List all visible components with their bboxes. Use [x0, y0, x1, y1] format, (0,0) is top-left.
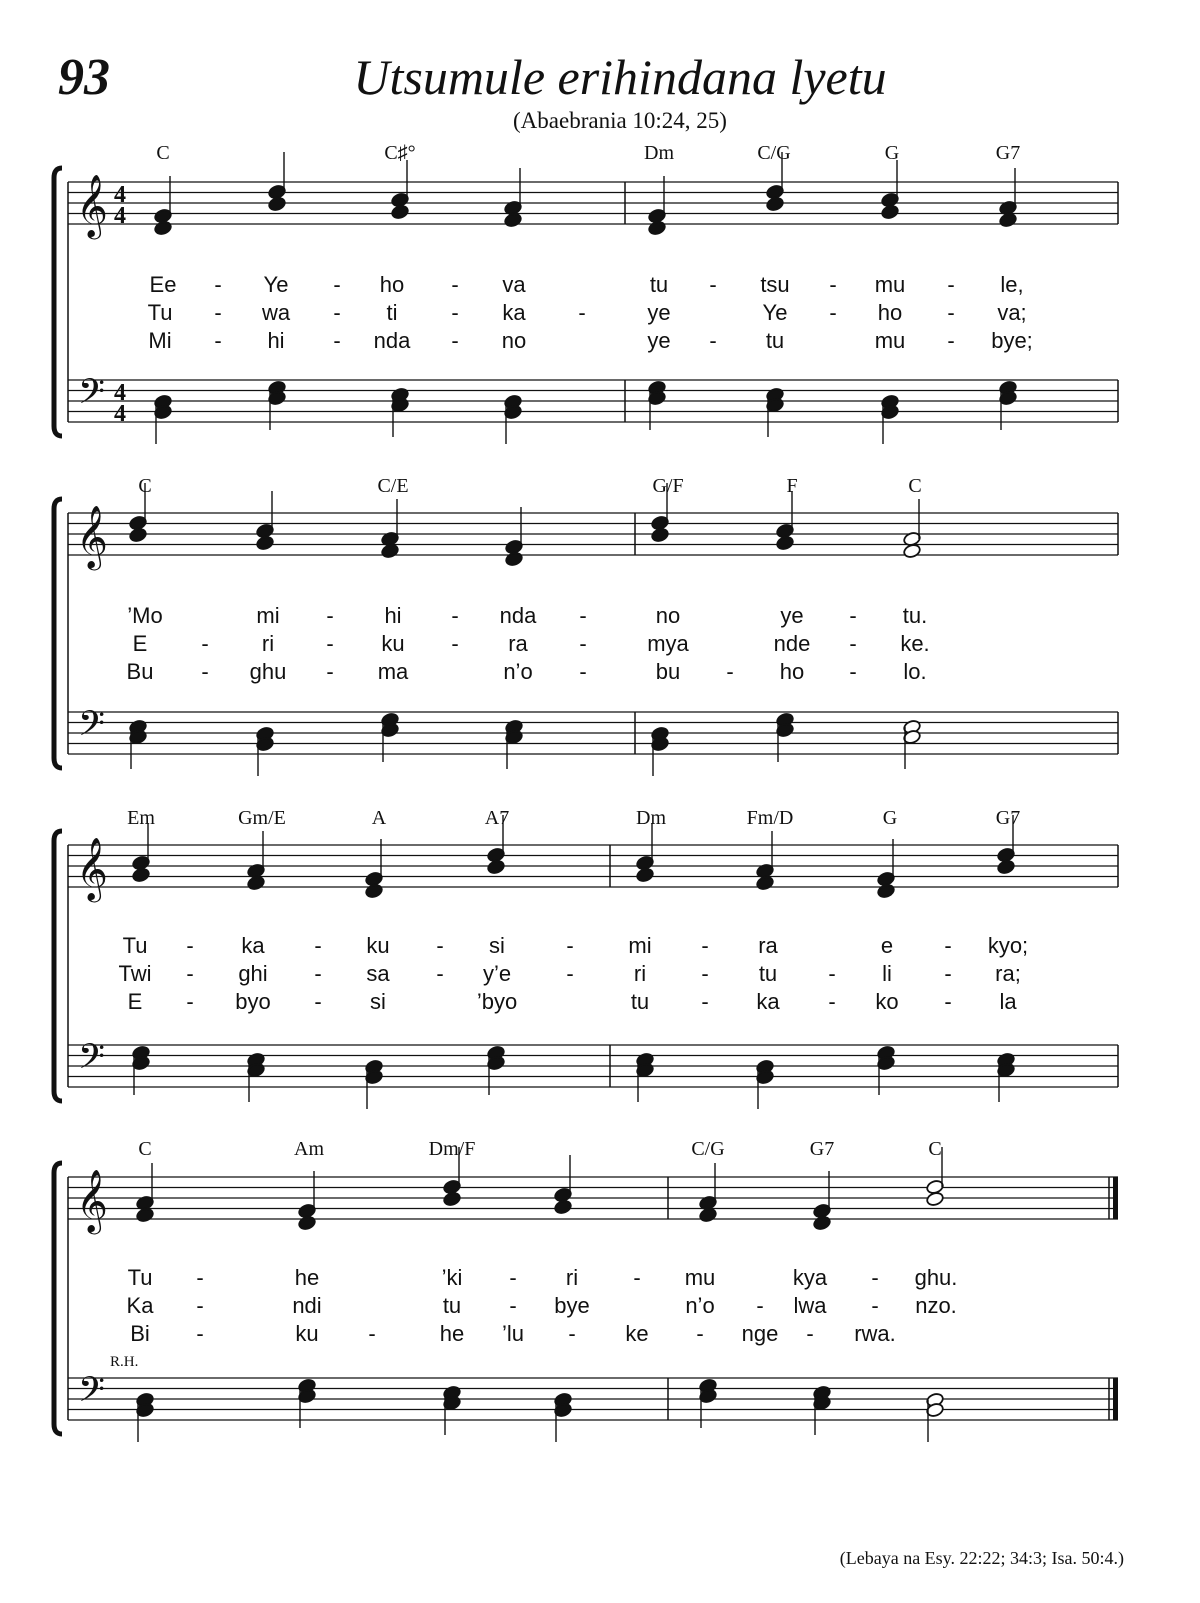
treble-note: [756, 875, 775, 891]
lyric-syllable: ra: [508, 631, 528, 656]
lyric-syllable: bu: [655, 659, 681, 684]
treble-note: [699, 1207, 718, 1223]
treble-note: [136, 1207, 155, 1223]
chord-symbol: C: [138, 1138, 152, 1160]
chord-symbol: G: [882, 807, 898, 829]
lyric-hyphen: -: [436, 933, 444, 958]
lyric-syllable: ye: [780, 603, 804, 628]
treble-note: [132, 867, 151, 883]
lyric-syllable: nde: [773, 631, 811, 656]
lyric-hyphen: -: [326, 659, 334, 684]
lyric-syllable: le,: [1000, 272, 1024, 297]
lyric-syllable: ri: [261, 631, 275, 656]
lyric-syllable: ke: [625, 1321, 649, 1346]
lyric-syllable: hi: [267, 328, 285, 353]
lyric-hyphen: -: [214, 328, 222, 353]
lyric-hyphen: -: [849, 631, 857, 656]
treble-note: [926, 1191, 945, 1207]
lyric-syllable: ku: [295, 1321, 319, 1346]
lyric-syllable: Mi: [148, 328, 172, 353]
treble-note: [381, 543, 400, 559]
lyric-hyphen: -: [314, 961, 322, 986]
system-bracket: [54, 831, 62, 1101]
lyric-hyphen: -: [201, 631, 209, 656]
treble-note: [997, 859, 1016, 875]
lyric-hyphen: -: [451, 631, 459, 656]
treble-note: [651, 527, 670, 543]
system-bracket: [54, 168, 62, 436]
chord-symbol: A: [371, 807, 387, 829]
lyric-hyphen: -: [186, 989, 194, 1014]
lyric-syllable: ri: [633, 961, 647, 986]
lyric-syllable: nda: [373, 328, 411, 353]
lyric-hyphen: -: [568, 1321, 576, 1346]
lyric-syllable: si: [370, 989, 386, 1014]
chord-symbol: Dm/F: [428, 1138, 476, 1160]
lyric-syllable: ghu: [249, 659, 287, 684]
lyric-hyphen: -: [701, 933, 709, 958]
lyric-hyphen: -: [944, 989, 952, 1014]
treble-note: [129, 527, 148, 543]
lyric-syllable: mya: [647, 631, 689, 656]
lyric-hyphen: -: [326, 631, 334, 656]
chord-symbol: G/F: [652, 475, 684, 497]
chord-symbol: G7: [995, 807, 1021, 829]
lyric-syllable: Bi: [130, 1321, 150, 1346]
lyric-syllable: ho: [779, 659, 805, 684]
bass-clef: 𝄢: [78, 1036, 106, 1085]
lyric-hyphen: -: [214, 272, 222, 297]
lyric-syllable: ti: [386, 300, 398, 325]
lyric-hyphen: -: [201, 659, 209, 684]
lyric-syllable: kya: [792, 1265, 828, 1290]
time-signature: 4: [114, 401, 126, 427]
lyric-syllable: Bu: [126, 659, 154, 684]
lyric-syllable: he: [439, 1321, 465, 1346]
lyric-syllable: ra;: [995, 961, 1021, 986]
rh-mark: R.H.: [110, 1354, 139, 1370]
lyric-hyphen: -: [579, 659, 587, 684]
final-barline: [1113, 1177, 1118, 1219]
lyric-syllable: ’ki: [441, 1265, 463, 1290]
lyric-syllable: Ye: [263, 272, 289, 297]
lyric-hyphen: -: [368, 1321, 376, 1346]
lyric-syllable: mu: [874, 328, 906, 353]
chord-symbol: Dm: [644, 142, 674, 164]
lyric-syllable: mu: [684, 1265, 716, 1290]
lyric-syllable: sa: [366, 961, 390, 986]
lyric-hyphen: -: [186, 961, 194, 986]
lyric-syllable: ho: [379, 272, 405, 297]
lyric-hyphen: -: [701, 989, 709, 1014]
lyric-hyphen: -: [314, 933, 322, 958]
lyric-syllable: ’byo: [476, 989, 518, 1014]
lyric-syllable: ’Mo: [127, 603, 163, 628]
lyric-hyphen: -: [849, 603, 857, 628]
lyric-hyphen: -: [871, 1265, 879, 1290]
lyric-hyphen: -: [566, 961, 574, 986]
treble-note: [877, 883, 896, 899]
lyric-syllable: ghu.: [914, 1265, 958, 1290]
hymn-number: 93: [58, 49, 110, 106]
time-signature: 4: [114, 203, 126, 229]
lyric-syllable: mi: [628, 933, 652, 958]
lyric-syllable: tu: [442, 1293, 462, 1318]
lyric-syllable: ka: [756, 989, 780, 1014]
lyric-hyphen: -: [828, 989, 836, 1014]
lyric-syllable: ka: [241, 933, 265, 958]
lyric-syllable: tu: [649, 272, 669, 297]
lyric-syllable: byo: [235, 989, 271, 1014]
lyric-hyphen: -: [196, 1293, 204, 1318]
lyric-syllable: kyo;: [987, 933, 1029, 958]
lyric-hyphen: -: [509, 1293, 517, 1318]
lyric-syllable: y’e: [482, 961, 512, 986]
lyric-hyphen: -: [944, 933, 952, 958]
lyric-syllable: ku: [366, 933, 390, 958]
lyric-hyphen: -: [333, 328, 341, 353]
lyric-syllable: E: [132, 631, 148, 656]
treble-note: [365, 883, 384, 899]
lyric-syllable: tsu: [760, 272, 790, 297]
chord-symbol: Gm/E: [238, 807, 286, 829]
lyric-hyphen: -: [333, 300, 341, 325]
lyric-syllable: tu: [758, 961, 778, 986]
chord-symbol: C: [138, 475, 152, 497]
treble-note: [636, 867, 655, 883]
treble-note: [505, 551, 524, 567]
hymn-title: Utsumule erihindana lyetu: [353, 49, 887, 105]
treble-note: [298, 1215, 317, 1231]
cross-reference: (Lebaya na Esy. 22:22; 34:3; Isa. 50:4.): [839, 1548, 1124, 1568]
treble-note: [903, 543, 922, 559]
treble-clef: 𝄞: [76, 837, 108, 900]
chord-symbol: Em: [127, 807, 155, 829]
bass-clef: 𝄢: [78, 1369, 106, 1418]
lyric-syllable: ’lu: [501, 1321, 525, 1346]
time-signature: 4: [114, 380, 126, 406]
chord-symbol: A7: [484, 807, 510, 829]
lyric-hyphen: -: [196, 1265, 204, 1290]
lyric-syllable: e: [880, 933, 894, 958]
lyric-hyphen: -: [186, 933, 194, 958]
lyric-syllable: ho: [877, 300, 903, 325]
lyric-hyphen: -: [696, 1321, 704, 1346]
lyric-syllable: no: [501, 328, 527, 353]
chord-symbol: C♯°: [384, 142, 416, 164]
lyric-syllable: va: [502, 272, 526, 297]
lyric-syllable: bye;: [991, 328, 1033, 353]
lyric-syllable: ndi: [292, 1293, 322, 1318]
bass-clef: 𝄢: [78, 371, 106, 420]
lyric-hyphen: -: [709, 328, 717, 353]
lyric-syllable: E: [127, 989, 143, 1014]
chord-symbol: G7: [995, 142, 1021, 164]
lyric-hyphen: -: [579, 631, 587, 656]
lyric-syllable: nzo.: [915, 1293, 957, 1318]
lyric-syllable: Ye: [762, 300, 788, 325]
lyric-hyphen: -: [566, 933, 574, 958]
lyric-hyphen: -: [451, 300, 459, 325]
lyric-syllable: ke.: [900, 631, 930, 656]
lyric-syllable: Tu: [127, 1265, 153, 1290]
lyric-syllable: ye: [647, 300, 671, 325]
treble-note: [766, 196, 785, 212]
lyric-hyphen: -: [871, 1293, 879, 1318]
lyric-syllable: n’o: [685, 1293, 715, 1318]
chord-symbol: C/E: [377, 475, 409, 497]
lyric-hyphen: -: [436, 961, 444, 986]
lyric-syllable: tu: [630, 989, 650, 1014]
treble-note: [776, 535, 795, 551]
lyric-syllable: lo.: [903, 659, 927, 684]
chord-symbol: G: [884, 142, 900, 164]
lyric-syllable: ma: [377, 659, 409, 684]
lyric-hyphen: -: [451, 272, 459, 297]
lyric-hyphen: -: [806, 1321, 814, 1346]
lyric-syllable: ka: [502, 300, 526, 325]
lyric-hyphen: -: [726, 659, 734, 684]
lyric-hyphen: -: [828, 961, 836, 986]
treble-clef: 𝄞: [76, 1169, 108, 1232]
chord-symbol: C/G: [691, 1138, 725, 1160]
lyric-hyphen: -: [509, 1265, 517, 1290]
lyric-syllable: ko: [875, 989, 899, 1014]
lyric-syllable: rwa.: [854, 1321, 896, 1346]
lyric-syllable: mi: [256, 603, 280, 628]
lyric-syllable: mu: [874, 272, 906, 297]
treble-note: [881, 204, 900, 220]
lyric-hyphen: -: [709, 272, 717, 297]
treble-note: [999, 212, 1018, 228]
lyric-hyphen: -: [829, 300, 837, 325]
treble-note: [554, 1199, 573, 1215]
lyric-hyphen: -: [944, 961, 952, 986]
treble-note: [268, 196, 287, 212]
lyric-hyphen: -: [947, 328, 955, 353]
lyric-syllable: ghi: [238, 961, 268, 986]
treble-note: [487, 859, 506, 875]
lyric-syllable: Tu: [147, 300, 173, 325]
lyric-syllable: ri: [565, 1265, 579, 1290]
lyric-hyphen: -: [947, 300, 955, 325]
time-signature: 4: [114, 182, 126, 208]
lyric-syllable: li: [882, 961, 892, 986]
lyric-syllable: Twi: [118, 961, 152, 986]
lyric-syllable: Ee: [149, 272, 177, 297]
lyric-syllable: si: [489, 933, 505, 958]
treble-note: [504, 212, 523, 228]
chord-symbol: C/G: [757, 142, 791, 164]
scripture-reference: (Abaebrania 10:24, 25): [513, 108, 727, 133]
lyric-syllable: no: [655, 603, 681, 628]
lyric-syllable: ra: [758, 933, 778, 958]
treble-clef: 𝄞: [76, 505, 108, 568]
lyric-hyphen: -: [829, 272, 837, 297]
lyric-hyphen: -: [214, 300, 222, 325]
chord-symbol: C: [156, 142, 170, 164]
chord-symbol: F: [786, 475, 798, 497]
lyric-syllable: wa: [261, 300, 291, 325]
treble-clef: 𝄞: [76, 174, 108, 237]
lyric-hyphen: -: [701, 961, 709, 986]
chord-symbol: G7: [809, 1138, 835, 1160]
chord-symbol: C: [908, 475, 922, 497]
lyric-syllable: nda: [499, 603, 537, 628]
system-bracket: [54, 1163, 62, 1434]
chord-symbol: Am: [294, 1138, 324, 1160]
lyric-syllable: Tu: [122, 933, 148, 958]
lyric-hyphen: -: [633, 1265, 641, 1290]
lyric-syllable: va;: [997, 300, 1027, 325]
treble-note: [256, 535, 275, 551]
chord-symbol: Fm/D: [746, 807, 794, 829]
lyric-syllable: Ka: [126, 1293, 154, 1318]
treble-note: [391, 204, 410, 220]
lyric-syllable: tu.: [902, 603, 928, 628]
lyric-hyphen: -: [314, 989, 322, 1014]
bass-clef: 𝄢: [78, 703, 106, 752]
lyric-hyphen: -: [196, 1321, 204, 1346]
treble-note: [813, 1215, 832, 1231]
chord-symbol: Dm: [636, 807, 666, 829]
lyric-syllable: ku: [381, 631, 405, 656]
lyric-syllable: la: [999, 989, 1017, 1014]
lyric-hyphen: -: [578, 300, 586, 325]
lyric-hyphen: -: [451, 328, 459, 353]
lyric-syllable: hi: [384, 603, 402, 628]
treble-note: [154, 220, 173, 236]
lyric-hyphen: -: [579, 603, 587, 628]
treble-note: [648, 220, 667, 236]
chord-symbol: C: [928, 1138, 942, 1160]
treble-note: [443, 1191, 462, 1207]
lyric-hyphen: -: [756, 1293, 764, 1318]
lyric-syllable: bye: [554, 1293, 590, 1318]
lyric-hyphen: -: [451, 603, 459, 628]
lyric-syllable: ye: [647, 328, 671, 353]
lyric-hyphen: -: [326, 603, 334, 628]
lyric-syllable: lwa: [793, 1293, 827, 1318]
lyric-syllable: nge: [741, 1321, 779, 1346]
lyric-hyphen: -: [333, 272, 341, 297]
lyric-syllable: he: [294, 1265, 320, 1290]
treble-note: [247, 875, 266, 891]
lyric-syllable: n’o: [503, 659, 533, 684]
lyric-hyphen: -: [849, 659, 857, 684]
system-bracket: [54, 499, 62, 768]
lyric-syllable: tu: [765, 328, 785, 353]
lyric-hyphen: -: [947, 272, 955, 297]
final-barline: [1113, 1378, 1118, 1420]
